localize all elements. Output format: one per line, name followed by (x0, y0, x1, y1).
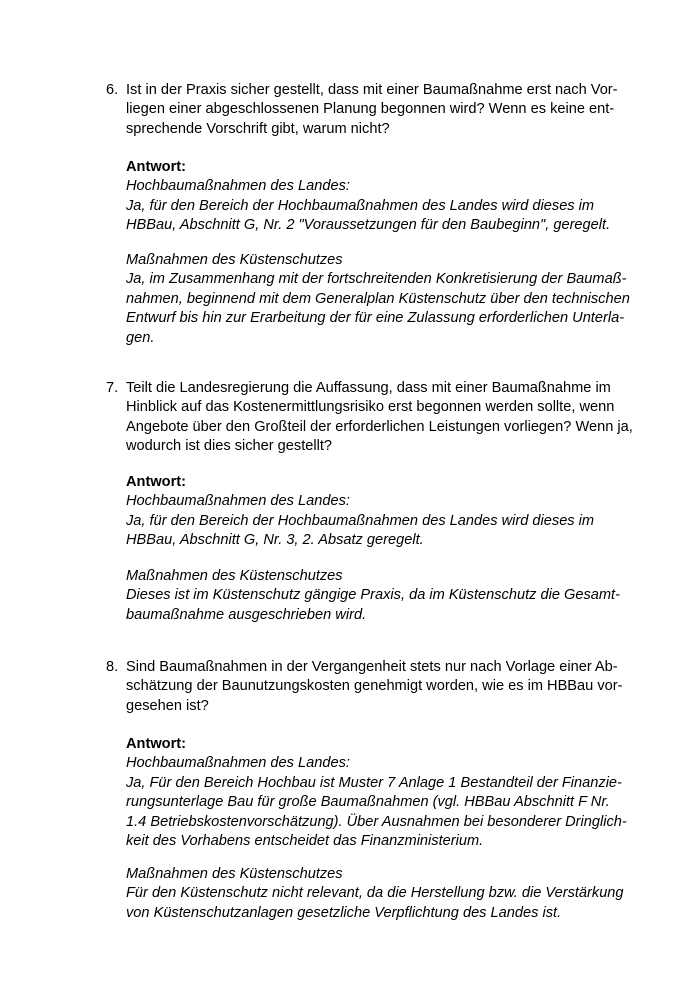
question-line: Sind Baumaßnahmen in der Vergangenheit stets nur nach Vorlage einer Ab- (126, 659, 618, 675)
section-heading: Maßnahmen des Küstenschutzes (126, 866, 343, 882)
answer-block-kuestenschutz (126, 567, 626, 625)
question-line: gesehen ist? (126, 697, 209, 714)
question-line: Teilt die Landesregierung die Auffassung, dass mit einer Baumaßnahme im (126, 380, 611, 396)
answer-line: rungsunterlage Bau für große Baumaßnahmen (vgl. HBBau Abschnitt F Nr. (126, 794, 610, 811)
answer-line: HBBau, Abschnitt G, Nr. 3, 2. Absatz geregelt. (126, 532, 424, 549)
question-number: 8. (106, 659, 119, 675)
question-text (126, 81, 626, 139)
section-heading: Hochbaumaßnahmen des Landes: (126, 178, 350, 195)
question-number: 6. (106, 82, 119, 98)
answer-line: Ja, im Zusammenhang mit der fortschreitenden Konkretisierung der Baumaß- (126, 271, 627, 288)
answer-line: von Küstenschutzanlagen gesetzliche Verpflichtung des Landes ist. (126, 904, 562, 921)
answer-line: baumaßnahme ausgeschrieben wird. (126, 606, 367, 623)
question-line: Ist in der Praxis sicher gestellt, dass mit einer Baumaßnahme erst nach Vor- (126, 82, 618, 98)
question-text (126, 658, 626, 716)
question-line: wodurch ist dies sicher gestellt? (126, 438, 333, 455)
answer-line: gen. (126, 329, 155, 346)
answer-line: keit des Vorhabens entscheidet das Finanzministerium. (126, 832, 484, 849)
answer-line: Dieses ist im Küstenschutz gängige Praxis, da im Küstenschutz die Gesamt- (126, 587, 620, 604)
answer-line: Entwurf bis hin zur Erarbeitung der für eine Zulassung erforderlichen Unterla- (126, 310, 625, 327)
answer-block (126, 473, 626, 551)
question-line: liegen einer abgeschlossenen Planung begonnen wird? Wenn es keine ent- (126, 101, 615, 118)
answer-label: Antwort: (126, 159, 186, 175)
section-heading: Hochbaumaßnahmen des Landes: (126, 755, 350, 772)
question-number: 7. (106, 380, 119, 396)
answer-block-kuestenschutz (126, 251, 630, 348)
answer-line: HBBau, Abschnitt G, Nr. 2 "Voraussetzungen für den Baubeginn", geregelt. (126, 217, 611, 234)
answer-label: Antwort: (126, 736, 186, 752)
section-heading: Hochbaumaßnahmen des Landes: (126, 493, 350, 510)
answer-line: 1.4 Betriebskostenvorschätzung). Über Ausnahmen bei besonderer Dringlich- (126, 813, 627, 830)
answer-line: Ja, Für den Bereich Hochbau ist Muster 7 Anlage 1 Bestandteil der Finanzie- (126, 774, 622, 791)
answer-line: Für den Küstenschutz nicht relevant, da die Herstellung bzw. die Verstärkung (126, 885, 624, 902)
question-line: schätzung der Baunutzungskosten genehmigt worden, wie es im HBBau vor- (126, 678, 623, 695)
question-text (126, 379, 633, 457)
answer-block-kuestenschutz (126, 865, 626, 923)
section-heading: Maßnahmen des Küstenschutzes (126, 252, 343, 268)
answer-line: Ja, für den Bereich der Hochbaumaßnahmen des Landes wird dieses im (126, 197, 595, 214)
question-line: Hinblick auf das Kostenermittlungsrisiko erst begonnen werden sollte, wenn (126, 399, 615, 416)
answer-line: nahmen, beginnend mit dem Generalplan Küstenschutz über den technischen (126, 290, 630, 307)
answer-block (126, 735, 626, 851)
question-line: Angebote über den Großteil der erforderlichen Leistungen vorliegen? Wenn ja, (126, 418, 633, 435)
section-heading: Maßnahmen des Küstenschutzes (126, 568, 343, 584)
answer-label: Antwort: (126, 474, 186, 490)
question-line: sprechende Vorschrift gibt, warum nicht? (126, 120, 390, 137)
answer-line: Ja, für den Bereich der Hochbaumaßnahmen des Landes wird dieses im (126, 512, 595, 529)
answer-block (126, 158, 626, 236)
